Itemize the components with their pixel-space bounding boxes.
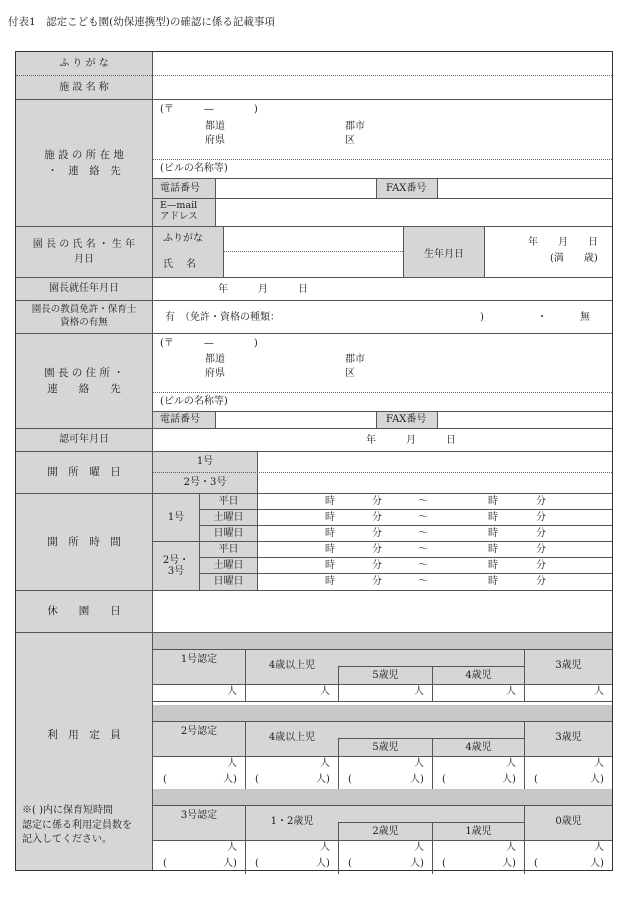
- capacity-short-value[interactable]: 人): [316, 774, 330, 785]
- director-furigana-field[interactable]: [224, 227, 403, 251]
- phone-field[interactable]: [216, 179, 376, 198]
- fax-label: FAX番号: [386, 183, 427, 194]
- cert-label: 1号認定: [180, 654, 218, 666]
- approval-label: 認可年月日: [59, 434, 109, 446]
- capacity-short-value[interactable]: 人): [410, 858, 424, 869]
- closed-days-label: 休 園 日: [47, 605, 121, 618]
- home-label: 園 長 の 住 所 ・ 連 絡 先: [44, 366, 124, 395]
- capacity-value[interactable]: 人: [227, 842, 237, 853]
- open-days-label: 開 所 曜 日: [47, 466, 121, 479]
- appointed-date[interactable]: 年 月 日: [218, 284, 308, 295]
- license-no[interactable]: 無: [580, 312, 590, 323]
- capacity-short-value[interactable]: 人): [316, 858, 330, 869]
- cert-label: 3号認定: [180, 810, 218, 822]
- capacity-value[interactable]: 人: [414, 686, 424, 697]
- email-label: E—mail アドレス: [160, 200, 198, 222]
- closed-days-field[interactable]: [153, 591, 612, 632]
- capacity-value[interactable]: 人: [506, 842, 516, 853]
- building-label: (ビルの名称等): [160, 163, 228, 174]
- capacity-value[interactable]: 人: [320, 842, 330, 853]
- capacity-short-value[interactable]: 人): [223, 774, 237, 785]
- open-hours-label: 開 所 時 間: [47, 535, 121, 548]
- license-label: 園長の教員免許・保育士 資格の有無: [31, 304, 137, 328]
- capacity-short-value[interactable]: 人): [590, 858, 604, 869]
- phone-label: 電話番号: [160, 183, 200, 194]
- facility-furigana-field[interactable]: [153, 52, 612, 75]
- capacity-value[interactable]: 人: [320, 758, 330, 769]
- capacity-note: ※( )内に保育短時間 認定に係る利用定員数を 記入してください。: [22, 805, 132, 845]
- capacity-value[interactable]: 人: [320, 686, 330, 697]
- address-label: 施 設 の 所 在 地 ・ 連 絡 先: [44, 148, 124, 177]
- capacity-value[interactable]: 人: [414, 842, 424, 853]
- director-name-field[interactable]: [224, 252, 403, 277]
- capacity-short-value[interactable]: 人): [502, 774, 516, 785]
- day-label: 日曜日: [213, 527, 244, 539]
- day-label: 平日: [218, 495, 239, 507]
- approval-date[interactable]: 年 月 日: [366, 435, 456, 446]
- director-furigana-label: ふりがな: [163, 233, 203, 244]
- capacity-short-value[interactable]: 人): [590, 774, 604, 785]
- age-value[interactable]: (満 歳): [550, 253, 598, 264]
- capacity-value[interactable]: 人: [594, 686, 604, 697]
- birthdate-label: 生年月日: [404, 227, 484, 277]
- capacity-value[interactable]: 人: [414, 758, 424, 769]
- capacity-value[interactable]: 人: [594, 758, 604, 769]
- capacity-value[interactable]: 人: [506, 758, 516, 769]
- capacity-value[interactable]: 人: [227, 686, 237, 697]
- license-yes[interactable]: 有 （免許・資格の種類：: [165, 312, 280, 323]
- furigana-label: ふ り が な: [59, 57, 109, 69]
- director-name-label: 氏 名: [163, 259, 197, 270]
- day-label: 土曜日: [213, 511, 244, 523]
- capacity-value[interactable]: 人: [594, 842, 604, 853]
- capacity-label: 利 用 定 員: [47, 728, 121, 741]
- day-label: 平日: [218, 543, 239, 555]
- facility-name-label: 施 設 名 称: [59, 81, 109, 93]
- postal-code[interactable]: (〒 — ): [160, 104, 258, 115]
- day-label: 日曜日: [213, 575, 244, 587]
- director-label: 園 長 の 氏 名 ・ 生 年 月日: [32, 239, 136, 265]
- capacity-short-value[interactable]: 人): [410, 774, 424, 785]
- cert-label: 2号認定: [180, 726, 218, 738]
- capacity-value[interactable]: 人: [506, 686, 516, 697]
- appointed-label: 園長就任年月日: [49, 283, 119, 295]
- capacity-short-value[interactable]: 人): [223, 858, 237, 869]
- email-field[interactable]: [216, 199, 612, 226]
- capacity-short-value[interactable]: 人): [502, 858, 516, 869]
- day-label: 土曜日: [213, 559, 244, 571]
- birthdate-value[interactable]: 年 月 日: [528, 237, 598, 248]
- document-title: 付表1 認定こども園(幼保連携型)の確認に係る記載事項: [8, 16, 275, 28]
- capacity-value[interactable]: 人: [227, 758, 237, 769]
- facility-name-field[interactable]: [153, 76, 612, 99]
- fax-field[interactable]: [438, 179, 612, 198]
